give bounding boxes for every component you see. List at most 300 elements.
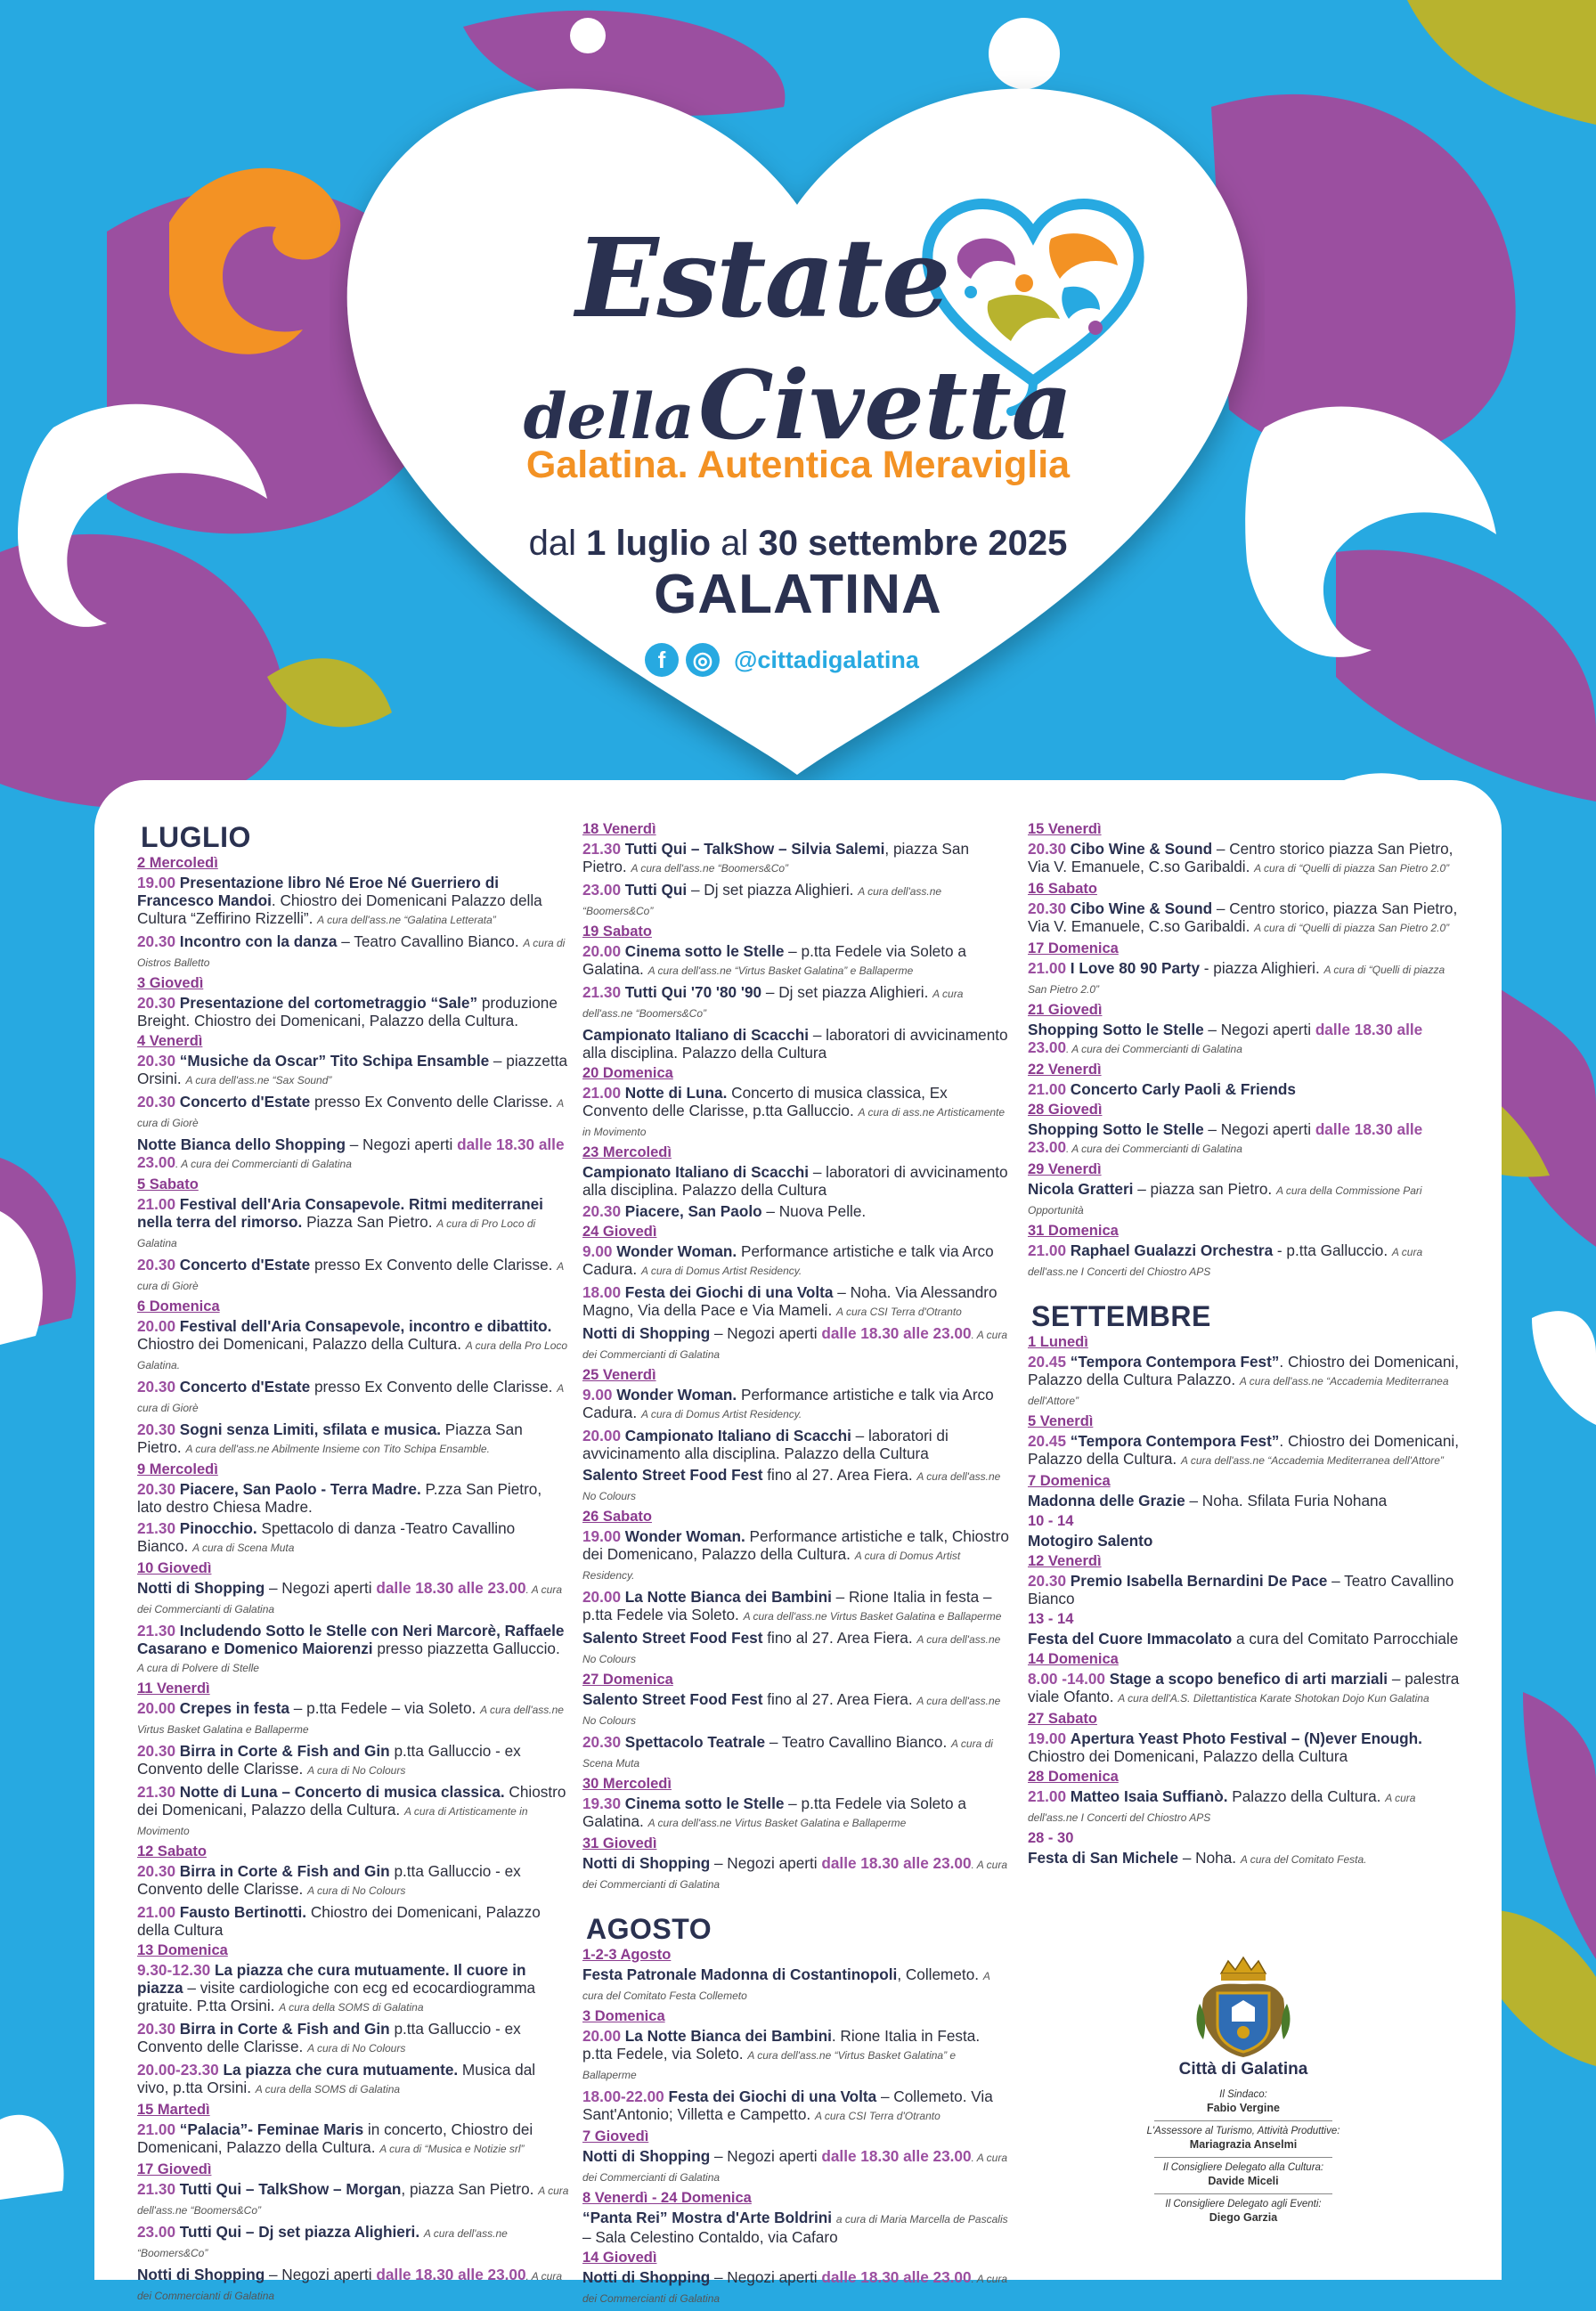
event-details: – Collemeto. Via Sant'Antonio; Villetta e Campetto. bbox=[582, 2087, 993, 2123]
event-credit: . A cura dei Commercianti di Galatina bbox=[137, 1583, 563, 1615]
event-credit: . A cura dei Commercianti di Galatina bbox=[582, 2152, 1008, 2184]
event-credit: A cura di Giorè bbox=[137, 1097, 564, 1129]
event-details: – Negozi aperti bbox=[265, 2266, 377, 2283]
role-title: Il Consigliere Delegato alla Cultura: bbox=[1162, 2162, 1324, 2173]
day-heading: 12 Venerdì bbox=[1028, 1553, 1102, 1569]
event-details: Palazzo della Cultura. bbox=[1227, 1787, 1381, 1805]
event-time: 21.00 bbox=[582, 1084, 622, 1102]
event-credit: . A cura dei Commercianti di Galatina bbox=[137, 2270, 563, 2302]
event-item bbox=[137, 2020, 569, 2057]
event-name: Premio Isabella Bernardini De Pace bbox=[1070, 1572, 1328, 1590]
event-details: Piazza San Pietro. bbox=[302, 1213, 433, 1231]
event-time: 20.30 bbox=[137, 2020, 176, 2038]
day-heading: 1-2-3 Agosto bbox=[582, 1947, 672, 1963]
event-credit: A cura CSI Terra d'Otranto bbox=[836, 1306, 962, 1318]
event-name: Salento Street Food Fest bbox=[582, 1690, 763, 1708]
event-time: 20.30 bbox=[137, 1742, 176, 1760]
social-bar bbox=[645, 643, 919, 677]
event-details: – laboratori di avvicinamento alla disciplina. Palazzo della Cultura bbox=[582, 1163, 1008, 1199]
event-name: Stage a scopo benefico di arti marziali bbox=[1109, 1670, 1388, 1688]
event-item bbox=[137, 1862, 569, 1900]
event-details: – p.tta Fedele – via Soleto. bbox=[289, 1699, 476, 1717]
event-name: Presentazione libro Né Eroe Né Guerriero di Francesco Mandoi bbox=[137, 874, 499, 909]
event-details: – Rione Italia in festa – p.tta Fedele via Soleto. bbox=[582, 1588, 992, 1623]
event-details: P.zza San Pietro, lato destro Chiesa Madre. bbox=[137, 1480, 542, 1516]
program-column-2 bbox=[582, 819, 1012, 2311]
event-time: 18.00-22.00 bbox=[582, 2087, 664, 2105]
event-item bbox=[582, 1466, 1012, 1505]
day-heading: 21 Giovedì bbox=[1028, 1002, 1103, 1018]
event-details: – piazzetta Orsini. bbox=[137, 1052, 568, 1087]
event-credit: A cura dell'A.S. Dilettantistica Karate Shotokan Dojo Kun Galatina bbox=[1118, 1692, 1429, 1705]
event-details: p.tta Galluccio - ex Convento delle Clarisse. bbox=[137, 1862, 521, 1898]
day-heading: 17 Domenica bbox=[1028, 940, 1119, 956]
day-heading: 11 Venerdì bbox=[137, 1680, 210, 1697]
event-item bbox=[1028, 1630, 1460, 1648]
day-heading: 5 Venerdì bbox=[1028, 1413, 1094, 1429]
event-credit: A cura di Domus Artist Residency. bbox=[582, 1550, 961, 1582]
event-name: Birra in Corte & Fish and Gin bbox=[179, 1862, 390, 1880]
event-time: 20.00 bbox=[582, 942, 622, 960]
event-item bbox=[1028, 1729, 1460, 1765]
event-item bbox=[582, 1794, 1012, 1832]
event-name: Incontro con la danza bbox=[179, 932, 338, 950]
event-credit: a cura di Maria Marcella de Pascalis bbox=[835, 2213, 1008, 2226]
event-credit: . A cura dei Commercianti di Galatina bbox=[582, 2273, 1008, 2305]
event-details: . Chiostro dei Domenicani, Palazzo della Cultura. bbox=[1028, 1432, 1459, 1468]
event-item bbox=[582, 1026, 1012, 1062]
event-item bbox=[137, 1783, 569, 1840]
event-name: “Palacia”- Feminae Maris bbox=[179, 2120, 364, 2138]
event-name: Tutti Qui – TalkShow – Silvia Salemi bbox=[624, 840, 885, 858]
event-details: in concerto, Chiostro dei Domenicani, Palazzo della Cultura. bbox=[137, 2120, 533, 2156]
event-credit: A cura della SOMS di Galatina bbox=[279, 2001, 424, 2014]
event-details: – palestra viale Ofanto. bbox=[1028, 1670, 1460, 1705]
event-item bbox=[582, 1854, 1012, 1893]
event-name: Wonder Woman. bbox=[624, 1527, 745, 1545]
event-details: p.tta Galluccio - ex Convento delle Clarisse. bbox=[137, 1742, 521, 1778]
event-time: 20.30 bbox=[582, 1202, 622, 1220]
event-name: Crepes in festa bbox=[179, 1699, 290, 1717]
event-item bbox=[582, 1527, 1012, 1584]
event-time: 21.30 bbox=[582, 840, 622, 858]
event-item bbox=[582, 2027, 1012, 2084]
event-credit: A cura dell'ass.ne “Accademia Mediterranea dell'Attore” bbox=[1028, 1375, 1449, 1407]
role-person: Davide Miceli bbox=[1208, 2175, 1279, 2187]
event-details: – Negozi aperti bbox=[265, 1579, 377, 1597]
event-time: 21.30 bbox=[137, 1783, 176, 1801]
event-time: 20.00 bbox=[137, 1699, 176, 1717]
event-item bbox=[1028, 1432, 1460, 1469]
event-item bbox=[1028, 1021, 1460, 1058]
day-heading: 17 Giovedì bbox=[137, 2161, 212, 2177]
event-details: p.tta Galluccio - ex Convento delle Clarisse. bbox=[137, 2020, 521, 2055]
event-hours: dalle 18.30 alle 23.00 bbox=[821, 2268, 972, 2286]
event-details: – Negozi aperti bbox=[1203, 1021, 1315, 1038]
event-name: Festa dei Giochi di una Volta bbox=[624, 1283, 834, 1301]
event-credit: . A cura dei Commercianti di Galatina bbox=[175, 1158, 352, 1170]
event-item bbox=[137, 1420, 569, 1458]
event-credit: A cura del Comitato Festa Collemeto bbox=[582, 1970, 990, 2002]
event-credit: A cura della Commissione Pari Opportunità bbox=[1028, 1184, 1422, 1217]
event-item bbox=[582, 1965, 1012, 2005]
instagram-icon[interactable]: ◎ bbox=[686, 643, 720, 677]
event-credit: A cura dell'ass.ne “Boomers&Co” bbox=[137, 2185, 569, 2217]
event-details: . Chiostro dei Domenicani, Palazzo della Cultura Palazzo. bbox=[1028, 1353, 1459, 1388]
event-details: Musica dal vivo, p.tta Orsini. bbox=[137, 2061, 536, 2096]
event-credit: A cura della SOMS di Galatina bbox=[255, 2083, 401, 2095]
event-name: Wonder Woman. bbox=[616, 1386, 737, 1404]
event-item bbox=[1028, 1080, 1460, 1098]
event-details: – Negozi aperti bbox=[710, 1324, 822, 1342]
month-heading: AGOSTO bbox=[586, 1913, 712, 1945]
event-details: – Negozi aperti bbox=[710, 2268, 822, 2286]
event-details: - p.tta Galluccio. bbox=[1273, 1241, 1388, 1259]
event-name: Notti di Shopping bbox=[582, 1324, 711, 1342]
event-location: – Sala Celestino Contaldo, via Cafaro bbox=[582, 2228, 838, 2246]
day-heading: 28 Giovedì bbox=[1028, 1102, 1103, 1118]
event-item bbox=[582, 2147, 1012, 2186]
day-heading: 30 Mercoledì bbox=[582, 1776, 672, 1792]
event-details: presso Ex Convento delle Clarisse. bbox=[310, 1256, 553, 1273]
event-item bbox=[137, 1378, 569, 1417]
title-estate: Estate bbox=[575, 214, 949, 342]
event-time: 20.00-23.30 bbox=[137, 2061, 219, 2079]
event-details: – piazza san Pietro. bbox=[1133, 1180, 1273, 1198]
event-details: – Dj set piazza Alighieri. bbox=[687, 881, 854, 899]
event-details: . Rione Italia in Festa. p.tta Fedele, via Soleto. bbox=[582, 2027, 981, 2063]
event-credit: . A cura dei Commercianti di Galatina bbox=[582, 1859, 1008, 1891]
event-name: Tutti Qui – TalkShow – Morgan bbox=[179, 2180, 402, 2198]
event-credit: A cura di “Musica e Notizie srl” bbox=[379, 2143, 525, 2155]
event-name: Festival dell'Aria Consapevole, incontro e dibattito. bbox=[179, 1317, 552, 1335]
event-item bbox=[137, 1052, 569, 1089]
event-hours: dalle 18.30 alle 23.00 bbox=[821, 2147, 972, 2165]
event-item bbox=[137, 1256, 569, 1295]
event-credit: A cura dell'ass.ne “Galatina Letterata” bbox=[317, 914, 496, 926]
date-end: 30 settembre 2025 bbox=[758, 524, 1068, 563]
event-item bbox=[582, 2209, 1012, 2246]
event-credit: A cura dell'ass.ne Virtus Basket Galatina e Ballaperme bbox=[743, 1610, 1002, 1623]
event-name: “Tempora Contempora Fest” bbox=[1070, 1353, 1280, 1371]
event-details: Performance artistiche e talk via Arco Cadura. bbox=[582, 1242, 994, 1278]
event-time: 21.30 bbox=[137, 2180, 176, 2198]
event-details: – Teatro Cavallino Bianco. bbox=[765, 1733, 948, 1751]
event-details: Chiostro dei Domenicani, Palazzo della Cultura. bbox=[137, 1783, 566, 1819]
day-heading: 7 Domenica bbox=[1028, 1473, 1111, 1489]
event-item bbox=[137, 1195, 569, 1252]
event-name: Madonna delle Grazie bbox=[1028, 1492, 1185, 1509]
event-details: presso Ex Convento delle Clarisse. bbox=[310, 1093, 553, 1111]
role-person: Fabio Vergine bbox=[1207, 2102, 1280, 2114]
event-item bbox=[1028, 1492, 1460, 1509]
date-start: 1 luglio bbox=[586, 524, 712, 563]
event-item bbox=[582, 1629, 1012, 1668]
event-credit: A cura dell'ass.ne “Virtus Basket Galatina” e Ballaperme bbox=[582, 2049, 957, 2081]
event-item bbox=[582, 1202, 1012, 1220]
event-item bbox=[137, 1519, 569, 1557]
event-time: 18.00 bbox=[582, 1283, 622, 1301]
event-time: 20.30 bbox=[137, 1052, 176, 1070]
dates-mid: al bbox=[711, 524, 759, 563]
event-name: Pinocchio. bbox=[179, 1519, 257, 1537]
event-name: Shopping Sotto le Stelle bbox=[1028, 1120, 1204, 1138]
event-item bbox=[137, 1480, 569, 1516]
event-credit: A cura di “Quelli di piazza San Pietro 2.0” bbox=[1254, 922, 1450, 934]
event-hours: dalle 18.30 alle 23.00 bbox=[376, 2266, 526, 2283]
event-name: Festa Patronale Madonna di Costantinopoli bbox=[582, 1965, 898, 1983]
day-heading: 15 Venerdì bbox=[1028, 821, 1102, 837]
event-name: Notti di Shopping bbox=[582, 2147, 711, 2165]
day-heading: 10 - 14 bbox=[1028, 1513, 1074, 1529]
event-details: – Negozi aperti bbox=[345, 1135, 458, 1153]
event-item bbox=[582, 2268, 1012, 2307]
event-details: – Negozi aperti bbox=[710, 2147, 822, 2165]
event-item bbox=[1028, 899, 1460, 937]
event-credit: A cura dell'ass.ne “Virtus Basket Galatina” e Ballaperme bbox=[647, 964, 914, 977]
divider-line bbox=[1154, 2157, 1332, 2158]
event-details: – Negozi aperti bbox=[710, 1854, 822, 1872]
event-item bbox=[582, 1242, 1012, 1280]
date-range bbox=[0, 524, 1596, 564]
event-credit: A cura dell'ass.ne I Concerti del Chiostro APS bbox=[1028, 1246, 1423, 1278]
title-della: della bbox=[523, 379, 695, 453]
event-name: Shopping Sotto le Stelle bbox=[1028, 1021, 1204, 1038]
event-details: – Dj set piazza Alighieri. bbox=[761, 983, 929, 1001]
event-time: 20.00 bbox=[582, 1588, 622, 1606]
event-time: 23.00 bbox=[582, 881, 622, 899]
event-name: Cibo Wine & Sound bbox=[1070, 840, 1213, 858]
day-heading: 2 Mercoledì bbox=[137, 855, 218, 871]
event-time: 21.00 bbox=[1028, 1241, 1067, 1259]
event-name: Tutti Qui '70 '80 '90 bbox=[624, 983, 762, 1001]
event-credit: A cura dell'ass.ne Virtus Basket Galatina e Ballaperme bbox=[647, 1817, 907, 1829]
event-time: 9.30-12.30 bbox=[137, 1961, 211, 1979]
event-item bbox=[582, 2087, 1012, 2125]
event-item bbox=[582, 1427, 1012, 1462]
event-name: Includendo Sotto le Stelle con Neri Marcorè, Raffaele Casarano e Domenico Maiorenzi bbox=[137, 1622, 565, 1657]
event-details: – Negozi aperti bbox=[1203, 1120, 1315, 1138]
event-item bbox=[582, 1733, 1012, 1772]
event-item bbox=[137, 1093, 569, 1132]
event-item bbox=[582, 1690, 1012, 1729]
day-heading: 27 Domenica bbox=[582, 1672, 673, 1688]
event-item bbox=[582, 881, 1012, 920]
event-credit: A cura dell'ass.ne Abilmente Insieme con Tito Schipa Ensamble. bbox=[185, 1443, 490, 1455]
event-details: Concerto di musica classica, Ex Convento delle Clarisse, p.tta Galluccio. bbox=[582, 1084, 948, 1119]
role-title: Il Sindaco: bbox=[1219, 2089, 1267, 2100]
event-name: Salento Street Food Fest bbox=[582, 1466, 763, 1484]
event-name: Tutti Qui – Dj set piazza Alighieri. bbox=[179, 2223, 420, 2241]
event-credit: A cura di Polvere di Stelle bbox=[137, 1662, 259, 1674]
event-item bbox=[137, 1903, 569, 1939]
dates-pre: dal bbox=[528, 524, 587, 563]
event-item bbox=[1028, 1532, 1460, 1550]
event-details: , piazza San Pietro. bbox=[582, 840, 970, 875]
event-details: – Noha. Sfilata Furia Nohana bbox=[1185, 1492, 1388, 1509]
day-heading: 31 Domenica bbox=[1028, 1223, 1119, 1239]
event-credit: A cura di Scena Muta bbox=[192, 1542, 295, 1554]
event-time: 20.30 bbox=[137, 1862, 176, 1880]
event-details: – laboratori di avvicinamento alla disciplina. Palazzo della Cultura bbox=[582, 1026, 1008, 1062]
event-credit: . A cura dei Commercianti di Galatina bbox=[582, 1329, 1008, 1361]
day-heading: 22 Venerdì bbox=[1028, 1062, 1102, 1078]
event-item bbox=[137, 2061, 569, 2098]
event-time: 21.30 bbox=[582, 983, 622, 1001]
day-heading: 23 Mercoledì bbox=[582, 1144, 672, 1160]
event-item bbox=[582, 983, 1012, 1022]
day-heading: 5 Sabato bbox=[137, 1176, 199, 1192]
day-heading: 18 Venerdì bbox=[582, 821, 656, 837]
day-heading: 31 Giovedì bbox=[582, 1835, 657, 1851]
title-civetta: Civetta bbox=[698, 349, 1073, 460]
event-name: Campionato Italiano di Scacchi bbox=[582, 1163, 810, 1181]
day-heading: 15 Martedì bbox=[137, 2102, 210, 2118]
event-name: Notti di Shopping bbox=[137, 1579, 265, 1597]
event-credit: A cura di Giorè bbox=[137, 1382, 564, 1414]
event-item bbox=[1028, 840, 1460, 877]
event-time: 9.00 bbox=[582, 1386, 613, 1404]
event-name: Cinema sotto le Stelle bbox=[624, 1794, 785, 1812]
event-name: Tutti Qui bbox=[624, 881, 688, 899]
event-item bbox=[1028, 1849, 1460, 1868]
event-details: , Collemeto. bbox=[897, 1965, 980, 1983]
subtitle: Galatina. Autentica Meraviglia bbox=[525, 443, 1071, 486]
facebook-icon[interactable]: f bbox=[645, 643, 679, 677]
event-name: Cinema sotto le Stelle bbox=[624, 942, 785, 960]
event-hours: dalle 18.30 alle 23.00 bbox=[137, 1135, 565, 1171]
event-details: – Nuova Pelle. bbox=[761, 1202, 867, 1220]
event-item bbox=[582, 1324, 1012, 1363]
event-time: 21.00 bbox=[137, 2120, 176, 2138]
event-time: 20.30 bbox=[137, 1420, 176, 1438]
event-credit: A cura dell'ass.ne I Concerti del Chiostro APS bbox=[1028, 1792, 1416, 1824]
event-time: 20.30 bbox=[137, 1256, 176, 1273]
event-time: 19.00 bbox=[582, 1527, 622, 1545]
event-item bbox=[137, 874, 569, 929]
event-details: Spettacolo di danza -Teatro Cavallino Bianco. bbox=[137, 1519, 516, 1555]
event-credit: A cura dell'ass.ne No Colours bbox=[582, 1470, 1001, 1502]
event-details: Performance artistiche e talk, Chiostro dei Domenicano, Palazzo della Cultura. bbox=[582, 1527, 1009, 1563]
municipality-name: Città di Galatina bbox=[1178, 2060, 1308, 2079]
event-credit: A cura della Pro Loco Galatina. bbox=[137, 1339, 568, 1371]
event-credit: A cura di Domus Artist Residency. bbox=[640, 1265, 802, 1277]
event-name: Notti di Shopping bbox=[137, 2266, 265, 2283]
event-time: 21.00 bbox=[1028, 959, 1067, 977]
event-time: 20.00 bbox=[582, 2027, 622, 2045]
event-name: Birra in Corte & Fish and Gin bbox=[179, 2020, 390, 2038]
event-item bbox=[137, 1135, 569, 1173]
event-item bbox=[137, 1742, 569, 1779]
month-heading: LUGLIO bbox=[141, 821, 251, 853]
event-name: Notte di Luna. bbox=[624, 1084, 728, 1102]
city-name: GALATINA bbox=[654, 564, 942, 625]
event-time: 21.30 bbox=[137, 1622, 176, 1640]
event-item bbox=[137, 1961, 569, 2016]
day-heading: 3 Giovedì bbox=[137, 975, 204, 991]
event-time: 21.00 bbox=[137, 1903, 176, 1921]
event-details: Chiostro dei Domenicani, Palazzo della Cultura. bbox=[137, 1335, 461, 1353]
event-credit: A cura dell'ass.ne “Accademia Mediterranea dell'Attore” bbox=[1180, 1454, 1444, 1467]
event-time: 20.30 bbox=[137, 932, 176, 950]
event-credit: A cura di Scena Muta bbox=[582, 1737, 993, 1770]
event-name: Concerto d'Estate bbox=[179, 1093, 311, 1111]
event-details: – p.tta Fedele via Soleto a Galatina. bbox=[582, 942, 966, 978]
social-handle[interactable]: @cittadigalatina bbox=[734, 646, 919, 673]
event-item bbox=[137, 1622, 569, 1677]
event-time: 20.45 bbox=[1028, 1353, 1067, 1371]
day-heading: 16 Sabato bbox=[1028, 881, 1097, 897]
day-heading: 25 Venerdì bbox=[582, 1367, 656, 1383]
event-time: 20.30 bbox=[1028, 840, 1067, 858]
event-time: 20.30 bbox=[137, 994, 176, 1012]
event-details: – p.tta Fedele via Soleto a Galatina. bbox=[582, 1794, 966, 1830]
event-details: fino al 27. Area Fiera. bbox=[762, 1629, 913, 1647]
event-name: “Musiche da Oscar” Tito Schipa Ensamble bbox=[179, 1052, 490, 1070]
event-time: 20.30 bbox=[137, 1093, 176, 1111]
event-credit: A cura di “Quelli di piazza San Pietro 2.0” bbox=[1254, 862, 1450, 875]
event-details: – Teatro Cavallino Bianco bbox=[1028, 1572, 1454, 1607]
event-time: 20.00 bbox=[582, 1427, 622, 1444]
day-heading: 26 Sabato bbox=[582, 1509, 652, 1525]
event-name: Raphael Gualazzi Orchestra bbox=[1070, 1241, 1274, 1259]
city-crest-icon bbox=[1194, 1954, 1292, 2061]
day-heading: 8 Venerdì - 24 Domenica bbox=[582, 2190, 752, 2206]
event-item bbox=[1028, 1572, 1460, 1607]
event-credit: A cura di Giorè bbox=[137, 1260, 564, 1292]
role-title: L'Assessore al Turismo, Attività Produttive: bbox=[1146, 2126, 1340, 2136]
event-details: Performance artistiche e talk via Arco Cadura. bbox=[582, 1386, 994, 1421]
event-name: Campionato Italiano di Scacchi bbox=[582, 1026, 810, 1044]
event-details: Piazza San Pietro. bbox=[137, 1420, 523, 1456]
event-time: 8.00 -14.00 bbox=[1028, 1670, 1105, 1688]
event-credit: A cura dell'ass.ne “Sax Sound” bbox=[185, 1074, 332, 1086]
event-name: Spettacolo Teatrale bbox=[624, 1733, 766, 1751]
event-details: – Centro storico piazza San Pietro, Via V. Emanuele, C.so Garibaldi. bbox=[1028, 840, 1454, 875]
day-heading: 27 Sabato bbox=[1028, 1711, 1097, 1727]
event-details: produzione Breight. Chiostro dei Domenicani, Palazzo della Cultura. bbox=[137, 994, 558, 1029]
event-name: Festival dell'Aria Consapevole. Ritmi mediterranei nella terra del rimorso. bbox=[137, 1195, 543, 1231]
day-heading: 29 Venerdì bbox=[1028, 1161, 1102, 1177]
event-name: Fausto Bertinotti. bbox=[179, 1903, 307, 1921]
event-name: Notti di Shopping bbox=[582, 2268, 711, 2286]
event-name: Presentazione del cortometraggio “Sale” bbox=[179, 994, 478, 1012]
event-item bbox=[582, 1163, 1012, 1199]
event-name: Matteo Isaia Suffianò. bbox=[1070, 1787, 1228, 1805]
event-credit: A cura di No Colours bbox=[307, 2042, 406, 2055]
event-credit: A cura dell'ass.ne “Boomers&Co” bbox=[582, 885, 942, 917]
day-heading: 6 Domenica bbox=[137, 1298, 220, 1314]
event-details: – Noha. Via Alessandro Magno, Via della Pace e Via Mameli. bbox=[582, 1283, 998, 1319]
event-details: - piazza Alighieri. bbox=[1200, 959, 1320, 977]
event-name: Piacere, San Paolo bbox=[624, 1202, 762, 1220]
event-item bbox=[1028, 1787, 1460, 1827]
event-item bbox=[137, 994, 569, 1029]
event-name: La Notte Bianca dei Bambini bbox=[624, 1588, 832, 1606]
event-name: La Notte Bianca dei Bambini bbox=[624, 2027, 832, 2045]
event-item bbox=[137, 2120, 569, 2158]
event-credit: A cura dell'ass.ne No Colours bbox=[582, 1633, 1001, 1665]
event-time: 21.00 bbox=[1028, 1787, 1067, 1805]
day-heading: 1 Lunedì bbox=[1028, 1334, 1088, 1350]
event-credit: A cura dell'ass.ne No Colours bbox=[582, 1695, 1001, 1727]
event-item bbox=[1028, 1120, 1460, 1158]
day-heading: 7 Giovedì bbox=[582, 2128, 649, 2144]
event-name: Concerto Carly Paoli & Friends bbox=[1070, 1080, 1296, 1098]
event-time: 20.45 bbox=[1028, 1432, 1067, 1450]
event-item bbox=[137, 932, 569, 972]
event-credit: A cura di Domus Artist Residency. bbox=[640, 1408, 802, 1420]
